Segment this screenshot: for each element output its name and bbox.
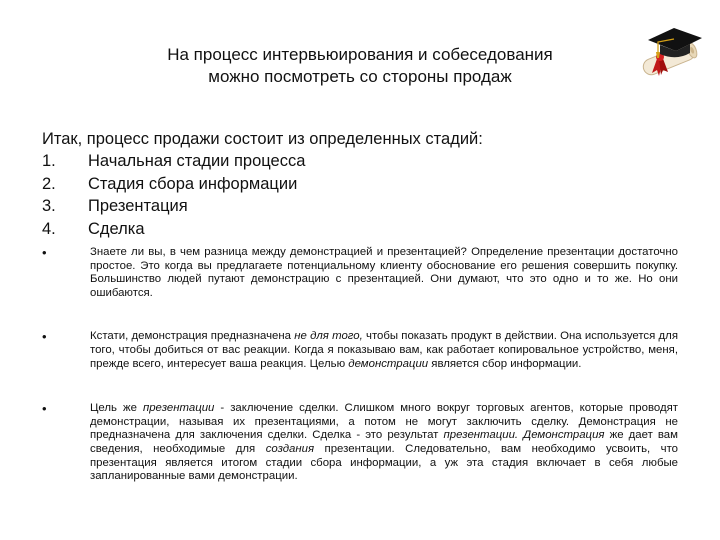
- item-label: Сделка: [88, 219, 145, 238]
- paragraph-text: презентации. Следовательно, вам необходимо усвоить, что презентация является итогом стадии сбора информации, а уж эта стадия включает в себя любые запланированные вами демонстрации.: [90, 442, 679, 483]
- paragraph-text: Цель же: [90, 402, 143, 415]
- emphasis-text: создания: [265, 442, 315, 455]
- bullet-marker: •: [42, 329, 47, 345]
- title-line-1: На процесс интервьюирования и собеседования: [167, 45, 553, 64]
- list-item: [42, 218, 305, 241]
- item-label: Начальная стадии процесса: [88, 152, 306, 170]
- bullet-marker: •: [42, 401, 47, 417]
- item-label: Стадия сбора информации: [88, 174, 298, 193]
- paragraph-text: - заключение сделки. Слишком много вокруг торговых агентов, которые проводят демонстрации, называя их презентациями, а потом не могут заключить сделку. Демонстрация не предназначена для заключения сделки. Сделка - это результат: [90, 402, 678, 442]
- slide-title: [60, 44, 660, 88]
- paragraph-text: чтобы показать продукт в действии. Она используется для того, чтобы добиться от вас реакции. Когда я показываю вам, как работает копировальное устройство, меня, прежде всего, интересует ваша реакция. Целью: [90, 330, 678, 370]
- bullet-paragraph: [42, 246, 678, 300]
- paragraph-text: является сбор информации.: [428, 357, 582, 370]
- list-item: [42, 173, 305, 196]
- item-number: 1.: [42, 152, 56, 170]
- paragraph-text: же дает вам сведения, необходимые для: [90, 429, 678, 455]
- paragraph-text: Кстати, демонстрация предназначена: [90, 330, 295, 343]
- item-label: Презентация: [88, 197, 188, 215]
- title-line-2: можно посмотреть со стороны продаж: [208, 67, 512, 86]
- graduation-cap-diploma-icon: [628, 18, 706, 78]
- bullet-paragraph: [42, 402, 678, 484]
- item-number: 3.: [42, 197, 56, 215]
- bullet-list: [42, 246, 678, 514]
- bullet-marker: •: [42, 245, 47, 260]
- emphasis-text: презентации. Демонстрация: [443, 429, 605, 442]
- emphasis-text: не для того,: [294, 330, 363, 343]
- bullet-paragraph: [42, 330, 678, 371]
- intro-text: Итак, процесс продажи состоит из определенных стадий:: [42, 130, 483, 148]
- list-item: [42, 150, 305, 173]
- list-item: [42, 195, 305, 218]
- paragraph-text: Знаете ли вы, в чем разница между демонстрацией и презентацией? Определение презентации достаточно простое. Это когда вы предлагаете потенциальному клиенту обоснование его решения совершить покупку. Большинство людей путают демонстрацию с презентацией. Они думают, что это одно и то же. Но они ошибаются.: [90, 246, 678, 299]
- item-number: 4.: [42, 219, 56, 238]
- item-number: 2.: [42, 174, 56, 193]
- stages-list: [42, 150, 305, 240]
- emphasis-text: презентации: [142, 402, 215, 415]
- emphasis-text: демонстрации: [348, 357, 429, 370]
